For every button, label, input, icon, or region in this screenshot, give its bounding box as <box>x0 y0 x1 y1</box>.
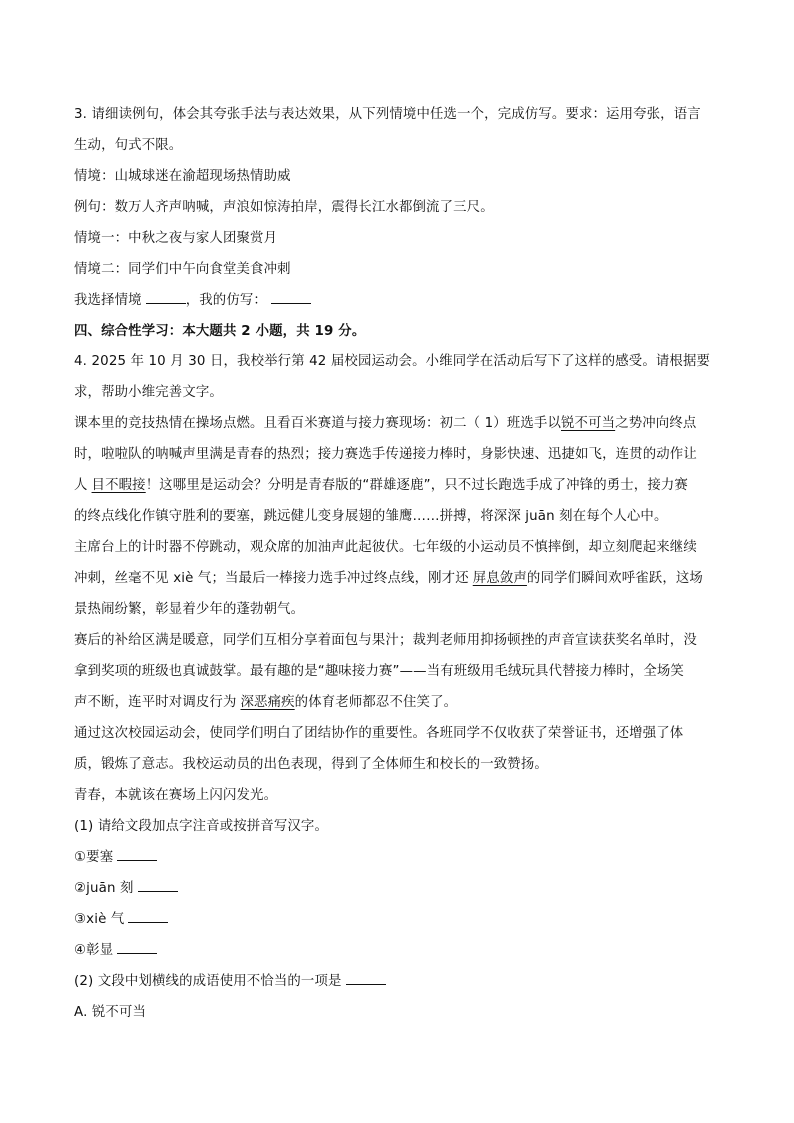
item-2 <box>74 879 724 899</box>
text-run: 课本里的竞技热情在操场点燃。且看百米赛道与接力赛现场：初二（ 1）班选手以 <box>74 416 561 431</box>
q3-prompt-line1: 3. 请细读例句，体会其夸张手法与表达效果，从下列情境中任选一个，完成仿写。要求：运用夸张，语言 <box>74 107 701 122</box>
q4-intro-line1: 4. 2025 年 10 月 30 日，我校举行第 42 届校园运动会。小维同学在活动后写下了这样的感受。请根据要 <box>74 354 711 369</box>
q3-scene: 情境：山城球迷在渝超现场热情助威 <box>74 169 291 184</box>
q3-option-1: 情境一：中秋之夜与家人团聚赏月 <box>74 231 278 246</box>
text-run: 冲刺，丝毫不见 xiè 气；当最后一棒接力选手冲过终点线，刚才还 <box>74 571 469 586</box>
sub-question-2-text: (2) 文段中划横线的成语使用不恰当的一项是 <box>74 974 342 989</box>
q3-answer-prefix: 我选择情境 <box>74 293 142 308</box>
answer-blank[interactable] <box>138 879 178 892</box>
text-run: 之势冲向终点 <box>615 416 697 431</box>
answer-blank[interactable] <box>346 972 386 985</box>
text-run: 人 <box>74 478 88 493</box>
text-run: 的同学们瞬间欢呼雀跃，这场 <box>526 571 703 586</box>
imitation-blank[interactable] <box>271 291 311 304</box>
q3-answer-middle: ，我的仿写： <box>185 293 267 308</box>
sub-question-2 <box>74 972 724 992</box>
item-4 <box>74 941 724 961</box>
q3-answer-line <box>74 291 724 311</box>
q4-intro-line2: 求，帮助小维完善文字。 <box>74 385 223 400</box>
answer-blank[interactable] <box>128 910 168 923</box>
option-a[interactable]: A. 锐不可当 <box>74 1005 147 1020</box>
text-run: ，跳远健儿变身展翅的雏鹰……拼搏，将深深 juān 刻在每个人心中。 <box>250 509 668 524</box>
passage-p1-line2: 时，啦啦队的呐喊声里满是青春的热烈；接力赛选手传递接力棒时，身影快速、迅捷如飞，连贯的动作让 <box>74 447 697 462</box>
item-label: ①要塞 <box>74 850 114 865</box>
text-run: ！这哪里是运动会？分明是青春版的“群雄逐鹿”，只不过长跑选手成了冲锋的勇士，接力赛 <box>145 478 688 493</box>
item-3 <box>74 910 724 930</box>
sub-question-1: (1) 请给文段加点字注音或按拼音写汉字。 <box>74 819 329 834</box>
passage-p2-line1: 主席台上的计时器不停跳动，观众席的加油声此起彼伏。七年级的小运动员不慎摔倒，却立刻爬起来继续 <box>74 540 697 555</box>
passage-p1-line1 <box>74 414 724 434</box>
text-run: 着少年的蓬勃朝气。 <box>182 602 305 617</box>
q3-option-2: 情境二：同学们中午向食堂美食冲刺 <box>74 262 291 277</box>
idiom-underlined: 深恶痛疾 <box>240 695 295 710</box>
passage-p1-line3 <box>74 476 724 496</box>
scene-choice-blank[interactable] <box>146 291 186 304</box>
dotted-word: 彰显 <box>155 602 183 617</box>
idiom-underlined: 屏息敛声 <box>472 571 527 586</box>
item-1 <box>74 848 724 868</box>
idiom-underlined: 锐不可当 <box>561 416 616 431</box>
q3-prompt-line2: 生动，句式不限。 <box>74 138 183 153</box>
passage-p3-line1: 赛后的补给区满是暖意，同学们互相分享着面包与果汁；裁判老师用抑扬顿挫的声音宣读获奖名单时，没 <box>74 633 697 648</box>
passage-p4-line1: 通过这次校园运动会，使同学们明白了团结协作的重要性。各班同学不仅收获了荣誉证书，还增强了体 <box>74 726 684 741</box>
idiom-underlined: 目不暇接 <box>91 478 146 493</box>
text-run: 声不断，连平时对调皮行为 <box>74 695 237 710</box>
section-four-heading: 四、综合性学习：本大题共 2 小题，共 19 分。 <box>74 324 366 339</box>
answer-blank[interactable] <box>117 848 157 861</box>
item-label: ④彰显 <box>74 943 114 958</box>
passage-p4-line2: 质，锻炼了意志。我校运动员的出色表现，得到了全体师生和校长的一致赞扬。 <box>74 757 548 772</box>
passage-p2-line2 <box>74 569 724 589</box>
passage-p5: 青春，本就该在赛场上闪闪发光。 <box>74 788 278 803</box>
passage-p2-line3 <box>74 600 724 620</box>
dotted-word: 要塞 <box>222 509 251 524</box>
passage-p1-line4 <box>74 507 724 527</box>
item-label: ③xiè 气 <box>74 912 125 927</box>
text-run: 景热闹纷繁， <box>74 602 156 617</box>
text-run: 的体育老师都忍不住笑了。 <box>294 695 458 710</box>
q3-example: 例句：数万人齐声呐喊，声浪如惊涛拍岸，震得长江水都倒流了三尺。 <box>74 200 494 215</box>
passage-p3-line3 <box>74 693 724 713</box>
text-run: 的终点线化作镇守胜利的 <box>74 509 223 524</box>
answer-blank[interactable] <box>117 941 157 954</box>
passage-p3-line2: 拿到奖项的班级也真诚鼓掌。最有趣的是“趣味接力赛”——当有班级用毛绒玩具代替接力棒时，全场笑 <box>74 664 684 679</box>
item-label: ②juān 刻 <box>74 881 134 896</box>
